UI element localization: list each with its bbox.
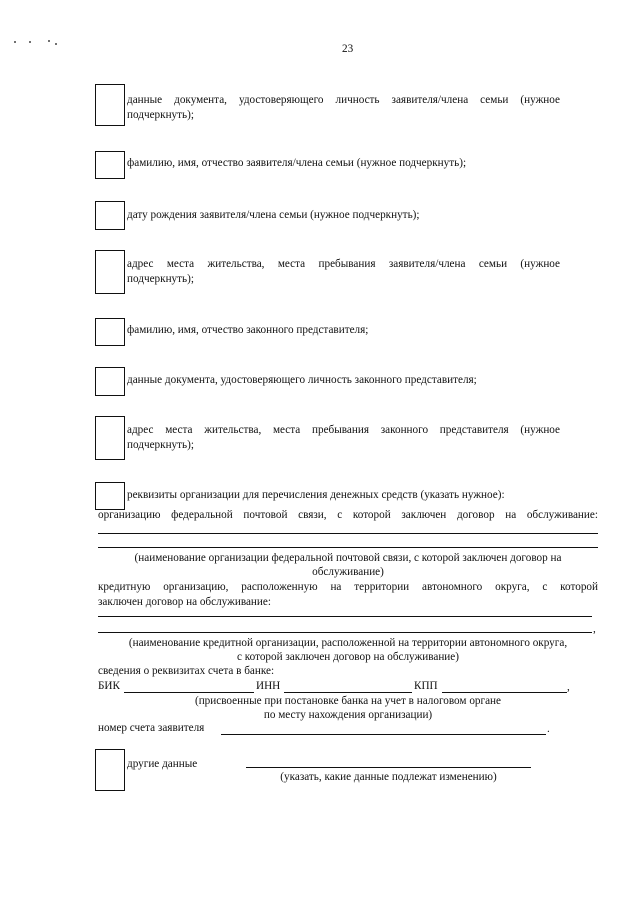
item-label: адрес места жительства, места пребывания законного представителя (нужное [127,424,560,436]
checkbox-payment-details[interactable] [95,482,125,510]
credit-org-input-line-1[interactable] [98,616,592,617]
postal-org-text: организацию федеральной почтовой связи, с которой заключен договор на обслуживание: [98,509,598,521]
item-label-continued: подчеркнуть); [127,109,194,121]
other-data-hint: (указать, какие данные подлежат изменению) [280,771,497,783]
kpp-label: КПП [414,680,438,692]
other-data-input-line[interactable] [246,767,531,768]
bik-input-line[interactable] [124,692,254,693]
checkbox-birthdate-applicant[interactable] [95,201,125,230]
scan-speck [14,41,16,43]
item-label-continued: подчеркнуть); [127,273,194,285]
scan-speck [55,43,57,45]
item-label: данные документа, удостоверяющего личность законного представителя; [127,374,477,386]
account-label: номер счета заявителя [98,722,205,734]
postal-org-input-line-1[interactable] [98,533,598,534]
page-number: 23 [342,43,354,55]
credit-org-text: кредитную организацию, расположенную на территории автономного округа, с которой [98,581,598,593]
checkbox-fio-applicant[interactable] [95,151,125,179]
item-label: фамилию, имя, отчество законного представителя; [127,324,369,336]
postal-org-hint-continued: обслуживание) [312,566,384,578]
credit-org-hint: (наименование кредитной организации, расположенной на территории автономного округа, [128,637,568,649]
checkbox-document-representative[interactable] [95,367,125,396]
credit-org-comma: , [593,623,596,635]
bank-details-intro: сведения о реквизитах счета в банке: [98,665,275,677]
item-label: адрес места жительства, места пребывания заявителя/члена семьи (нужное [127,258,560,270]
item-label-continued: подчеркнуть); [127,439,194,451]
checkbox-address-representative[interactable] [95,416,125,460]
checkbox-other-data[interactable] [95,749,125,791]
credit-org-text-continued: заключен договор на обслуживание: [98,596,271,608]
bank-hint: (присвоенные при постановке банка на учет в налоговом органе [194,695,502,707]
scan-speck [48,40,50,42]
item-label: реквизиты организации для перечисления денежных средств (указать нужное): [127,489,505,501]
postal-org-hint: (наименование организации федеральной почтовой связи, с которой заключен договор на [134,552,562,564]
checkbox-fio-representative[interactable] [95,318,125,346]
credit-org-input-line-2[interactable] [98,632,592,633]
credit-org-hint-continued: с которой заключен договор на обслуживание) [237,651,459,663]
item-label: фамилию, имя, отчество заявителя/члена семьи (нужное подчеркнуть); [127,157,467,169]
account-period: . [547,723,550,735]
bank-hint-continued: по месту нахождения организации) [263,709,433,721]
bank-comma: , [567,681,570,693]
item-label: данные документа, удостоверяющего личность заявителя/члена семьи (нужное [127,94,560,106]
kpp-input-line[interactable] [442,692,567,693]
postal-org-input-line-2[interactable] [98,547,598,548]
item-label: дату рождения заявителя/члена семьи (нужное подчеркнуть); [127,209,420,221]
other-data-label: другие данные [127,758,198,770]
checkbox-address-applicant[interactable] [95,250,125,294]
inn-label: ИНН [256,680,281,692]
checkbox-document-applicant[interactable] [95,84,125,126]
bik-label: БИК [98,680,120,692]
account-input-line[interactable] [221,734,546,735]
scan-speck [29,41,31,43]
inn-input-line[interactable] [284,692,412,693]
